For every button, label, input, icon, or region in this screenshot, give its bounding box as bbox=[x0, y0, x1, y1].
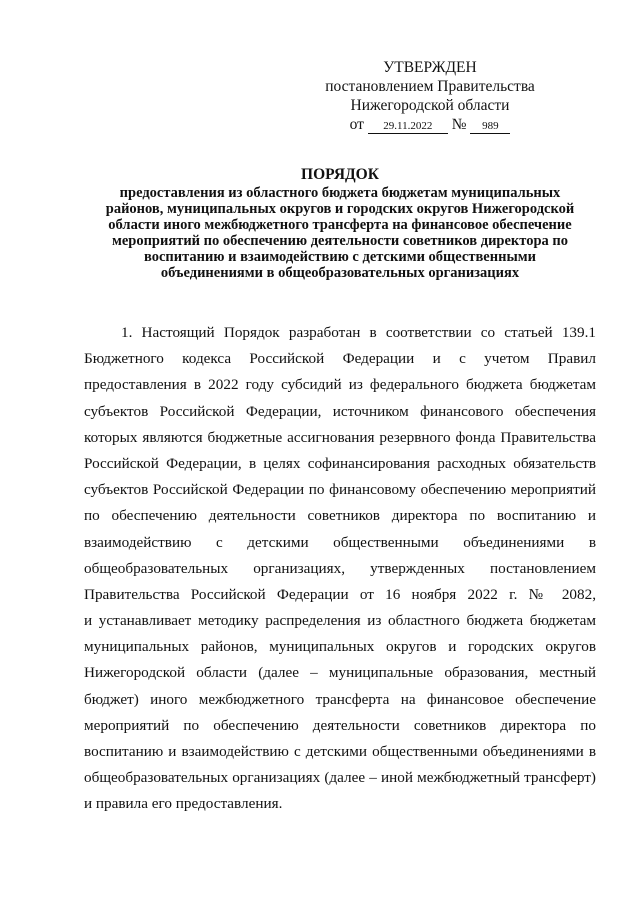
approval-region: Нижегородской области bbox=[350, 97, 510, 114]
paragraph-line: воспитанию и взаимодействию с детскими общественными объединениями в bbox=[84, 743, 596, 760]
paragraph-line: взаимодействию с детскими общественными объединениями в bbox=[84, 533, 596, 551]
paragraph-line: общеобразовательных организациях (далее – иной межбюджетный трансферт) bbox=[84, 769, 596, 787]
approval-authority: постановлением Правительства bbox=[325, 78, 535, 95]
paragraph-line: которых являются бюджетные ассигнования резервного фонда Правительства bbox=[84, 428, 596, 446]
paragraph-line: и устанавливает методику распределения из областного бюджета бюджетам bbox=[84, 612, 596, 630]
approval-date: 29.11.2022 bbox=[368, 120, 448, 134]
number-label: № bbox=[451, 116, 467, 133]
from-label: от bbox=[349, 116, 364, 133]
approval-stamp bbox=[300, 58, 560, 134]
paragraph-line: по обеспечению деятельности советников директора по воспитанию и bbox=[84, 507, 596, 525]
subtitle-line: объединениями в общеобразовательных организациях bbox=[160, 265, 520, 281]
paragraph-line: субъектов Российской Федерации, источником финансового обеспечения bbox=[84, 402, 596, 420]
subtitle-line: области иного межбюджетного трансферта на финансовое обеспечение bbox=[108, 217, 572, 233]
paragraph-line: Бюджетного кодекса Российской Федерации и с учетом Правил bbox=[84, 350, 596, 368]
paragraph-line: и правила его предоставления. bbox=[84, 795, 283, 813]
paragraph-line: Правительства Российской Федерации от 16 ноября 2022 г. № 2082, bbox=[84, 585, 596, 603]
paragraph-line: мероприятий по обеспечению деятельности советников директора по bbox=[84, 716, 596, 734]
document-subtitle bbox=[80, 185, 600, 281]
approval-number: 989 bbox=[470, 120, 510, 134]
paragraph-line: 1. Настоящий Порядок разработан в соответствии со статьей 139.1 bbox=[121, 324, 596, 341]
paragraph-line: Российской Федерации, в целях софинансирования расходных обязательств bbox=[84, 454, 596, 472]
subtitle-line: мероприятий по обеспечению деятельности советников директора по bbox=[111, 233, 569, 249]
subtitle-line: воспитанию и взаимодействию с детскими общественными bbox=[144, 249, 536, 265]
document-title: ПОРЯДОК bbox=[301, 166, 379, 183]
subtitle-line: районов, муниципальных округов и городских округов Нижегородской bbox=[105, 201, 575, 217]
paragraph-line: муниципальных районов, муниципальных округов и городских округов bbox=[84, 638, 596, 656]
approval-date-row bbox=[300, 115, 560, 134]
paragraph-line: общеобразовательных организациях, утвержденных постановлением bbox=[84, 559, 596, 577]
approval-heading: УТВЕРЖДЕН bbox=[383, 59, 477, 76]
paragraph-line: бюджет) иного межбюджетного трансферта на финансовое обеспечение bbox=[84, 690, 596, 708]
subtitle-line: предоставления из областного бюджета бюджетам муниципальных bbox=[119, 185, 561, 201]
paragraph-line: Нижегородской области (далее – муниципальные образования, местный bbox=[84, 664, 596, 682]
paragraph-line: субъектов Российской Федерации по финансовому обеспечению мероприятий bbox=[84, 481, 596, 499]
paragraph-1 bbox=[84, 320, 596, 818]
paragraph-line: предоставления в 2022 году субсидий из федерального бюджета бюджетам bbox=[84, 376, 596, 394]
